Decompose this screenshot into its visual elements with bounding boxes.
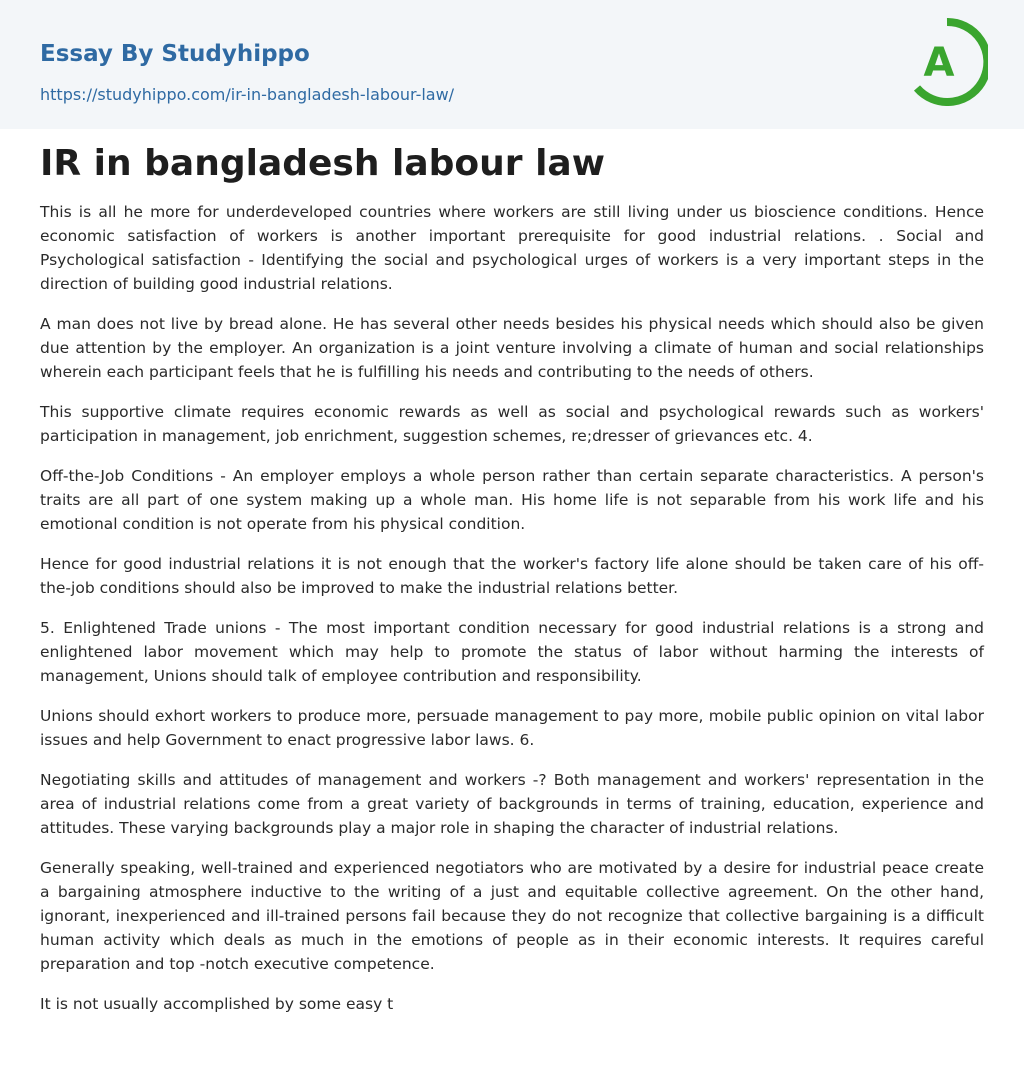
essay-paragraph: Negotiating skills and attitudes of management and workers -? Both management and workers' representation in the area of industrial relations come from a great variety of backgrounds in terms of training, education, experience and attitudes. These varying backgrounds play a major role in shaping the character of industrial relations. — [40, 771, 984, 837]
studyhippo-logo-icon[interactable] — [906, 18, 988, 106]
site-brand[interactable]: Essay By Studyhippo — [40, 41, 310, 67]
essay-paragraph-truncated: It is not usually accomplished by some easy t — [40, 995, 394, 1013]
essay-paragraph: Generally speaking, well-trained and experienced negotiators who are motivated by a desire for industrial peace create a bargaining atmosphere inductive to the writing of a just and equitable collective agreement. On the other hand, ignorant, inexperienced and ill-trained persons fail because they do not recognize that collective bargaining is a difficult human activity which deals as much in the emotions of people as in their economic interests. It requires careful preparation and top -notch executive competence. — [40, 859, 984, 973]
essay-paragraph: This is all he more for underdeveloped countries where workers are still living under us bioscience conditions. Hence economic satisfaction of workers is another important prerequisite for good industrial relations. . Social and Psychological satisfaction - Identifying the social and psychological urges of workers is a very important steps in the direction of building good industrial relations. — [40, 203, 984, 293]
logo-letter: A — [923, 40, 955, 86]
essay-paragraph: Hence for good industrial relations it is not enough that the worker's factory life alone should be taken care of his off- the-job conditions should also be improved to make the industrial relations better. — [40, 555, 984, 597]
essay-paragraph: Unions should exhort workers to produce more, persuade management to pay more, mobile public opinion on vital labor issues and help Government to enact progressive labor laws. 6. — [40, 707, 984, 749]
essay-paragraph: A man does not live by bread alone. He has several other needs besides his physical needs which should also be given due attention by the employer. An organization is a joint venture involving a climate of human and social relationships wherein each participant feels that he is fulfilling his needs and contributing to the needs of others. — [40, 315, 984, 381]
essay-paragraph: This supportive climate requires economic rewards as well as social and psychological rewards such as workers' participation in management, job enrichment, suggestion schemes, re;dresser of grievances etc. 4. — [40, 403, 984, 445]
essay-paragraph: 5. Enlightened Trade unions - The most important condition necessary for good industrial relations is a strong and enlightened labor movement which may help to promote the status of labor without harming the interests of management, Unions should talk of employee contribution and responsibility. — [40, 619, 984, 685]
site-header — [0, 0, 1024, 129]
essay-paragraph: Off-the-Job Conditions - An employer employs a whole person rather than certain separate characteristics. A person's traits are all part of one system making up a whole man. His home life is not separable from his work life and his emotional condition is not operate from his physical condition. — [40, 467, 984, 533]
essay-title: IR in bangladesh labour law — [40, 143, 605, 184]
essay-body — [40, 200, 984, 1032]
essay-url-link[interactable]: https://studyhippo.com/ir-in-bangladesh-labour-law/ — [40, 85, 455, 104]
